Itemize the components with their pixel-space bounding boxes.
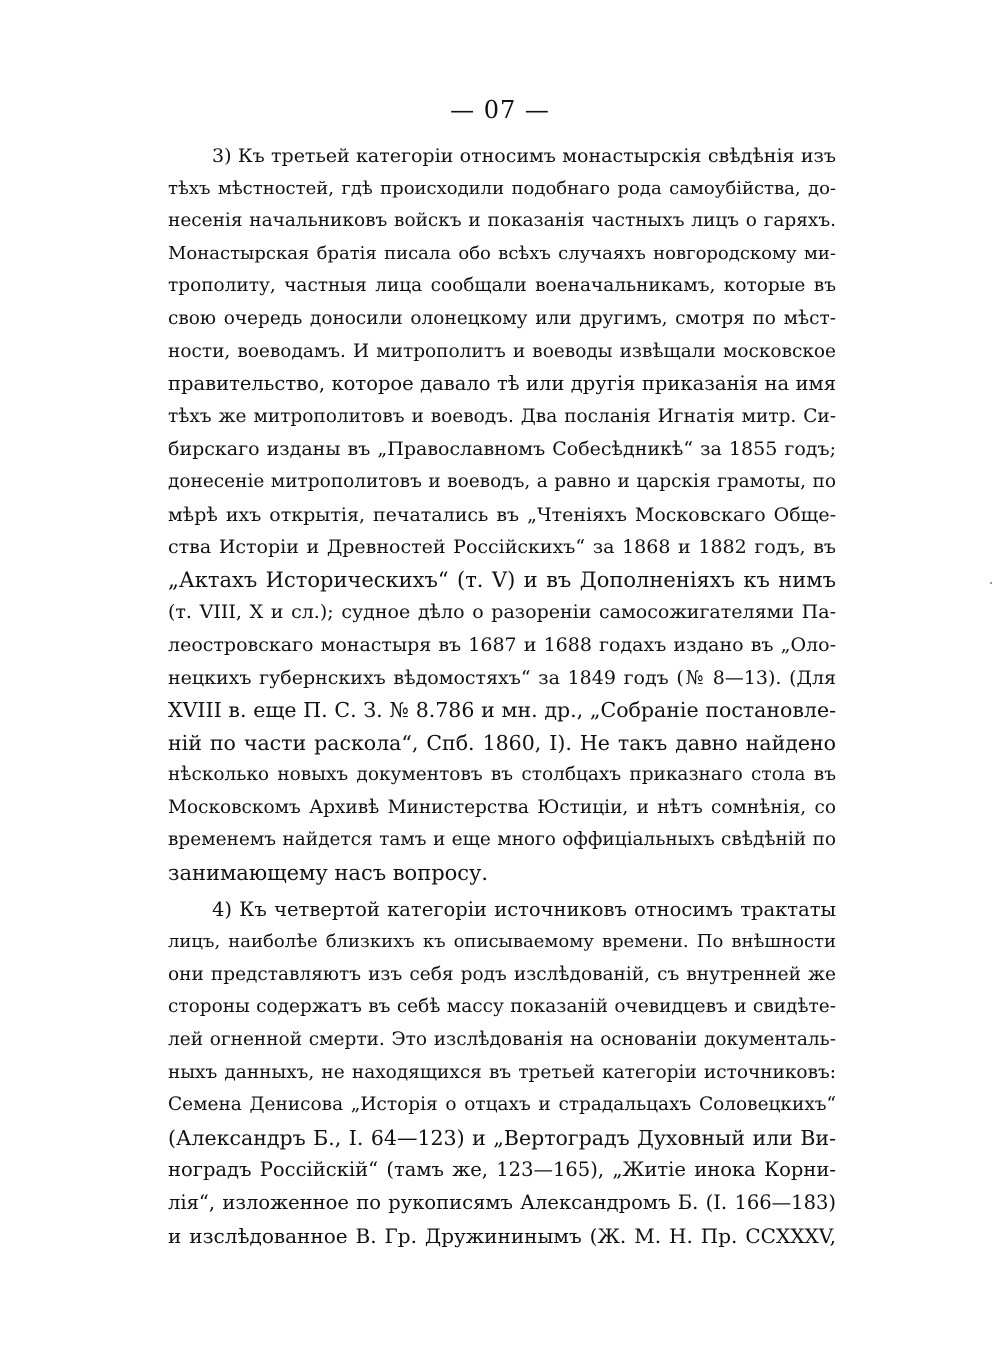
- text-line: 4) Къ четвертой категоріи источниковъ относимъ трактаты: [212, 897, 836, 921]
- text-line: Монастырская братія писала обо всѣхъ случаяхъ новгородскому ми-: [168, 242, 836, 264]
- text-line: временемъ найдется тамъ и еще много оффиціальныхъ свѣдѣній по: [168, 829, 836, 851]
- text-line: тѣхъ же митрополитовъ и воеводъ. Два посланія Игнатія митр. Си-: [168, 405, 836, 427]
- text-line: ній по части раскола“, Спб. 1860, I). Не такъ давно найдено: [168, 730, 836, 755]
- scan-speck: [990, 582, 992, 584]
- text-line: лія“, изложенное по рукописямъ Александромъ Б. (I. 166—183): [168, 1191, 836, 1214]
- text-line: мѣрѣ ихъ открытія, печатались въ „Чтеніяхъ Московскаго Обще-: [168, 503, 836, 526]
- text-line: бирскаго изданы въ „Православномъ Собесѣдникѣ“ за 1855 годъ;: [168, 438, 836, 461]
- text-line: свою очередь доносили олонецкому или другимъ, смотря по мѣст-: [168, 307, 836, 329]
- text-line: ныхъ данныхъ, не находящихся въ третьей категоріи источниковъ:: [168, 1061, 836, 1083]
- text-line: стороны содержатъ въ себѣ массу показаній очевидцевъ и свидѣте-: [168, 996, 836, 1018]
- text-line: 3) Къ третьей категоріи относимъ монастырскія свѣдѣнія изъ: [212, 145, 836, 167]
- text-line: ства Исторіи и Древностей Россійскихъ“ за 1868 и 1882 годъ, въ: [168, 536, 836, 559]
- text-line: XVIII в. еще П. С. З. № 8.786 и мн. др., „Собраніе постановле-: [168, 698, 836, 723]
- text-line: леостровскаго монастыря въ 1687 и 1688 годахъ издано въ „Оло-: [168, 633, 836, 656]
- paragraph-4: [168, 894, 836, 1253]
- text-line: правительство, которое давало тѣ или другія приказанія на имя: [168, 372, 836, 396]
- text-line: нецкихъ губернскихъ вѣдомостяхъ“ за 1849 годъ (№ 8—13). (Для: [168, 666, 836, 689]
- text-line: „Актахъ Историческихъ“ (т. V) и въ Дополненіяхъ къ нимъ: [168, 567, 836, 592]
- text-line: занимающему насъ вопросу.: [168, 861, 489, 886]
- text-line: (Александръ Б., I. 64—123) и „Вертоградъ Духовный или Ви-: [168, 1125, 836, 1150]
- text-line: ноградъ Россійскій“ (тамъ же, 123—165), „Житіе инока Корни-: [168, 1158, 836, 1182]
- text-line: нѣсколько новыхъ документовъ въ столбцахъ приказнаго стола въ: [168, 764, 836, 786]
- text-line: (т. VIII, X и сл.); судное дѣло о разореніи самосожигателями Па-: [168, 601, 836, 624]
- text-line: и изслѣдованное В. Гр. Дружининымъ (Ж. М. Н. Пр. CCXXXV,: [168, 1223, 836, 1248]
- text-line: донесеніе митрополитовъ и воеводъ, а равно и царскія грамоты, по: [168, 470, 836, 492]
- text-line: Московскомъ Архивѣ Министерства Юстиціи, и нѣтъ сомнѣнія, со: [168, 796, 836, 818]
- body-text: [168, 140, 836, 1252]
- text-line: Семена Денисова „Исторія о отцахъ и страдальцахъ Соловецкихъ“: [168, 1094, 836, 1116]
- text-line: лей огненной смерти. Это изслѣдованія на основаніи документаль-: [168, 1029, 836, 1051]
- text-line: ности, воеводамъ. И митрополитъ и воеводы извѣщали московское: [168, 340, 836, 362]
- text-line: несенія начальниковъ войскъ и показанія частныхъ лицъ о гаряхъ.: [168, 210, 836, 232]
- text-line: они представляютъ изъ себя родъ изслѣдованій, съ внутренней же: [168, 963, 836, 985]
- text-line: лицъ, наиболѣе близкихъ къ описываемому времени. По внѣшности: [168, 931, 836, 953]
- text-line: трополиту, частныя лица сообщали военачальникамъ, которые въ: [168, 275, 836, 297]
- paragraph-3: [168, 140, 836, 890]
- page-number: — 07 —: [450, 96, 550, 124]
- text-line: тѣхъ мѣстностей, гдѣ происходили подобнаго рода самоубійства, до-: [168, 177, 836, 199]
